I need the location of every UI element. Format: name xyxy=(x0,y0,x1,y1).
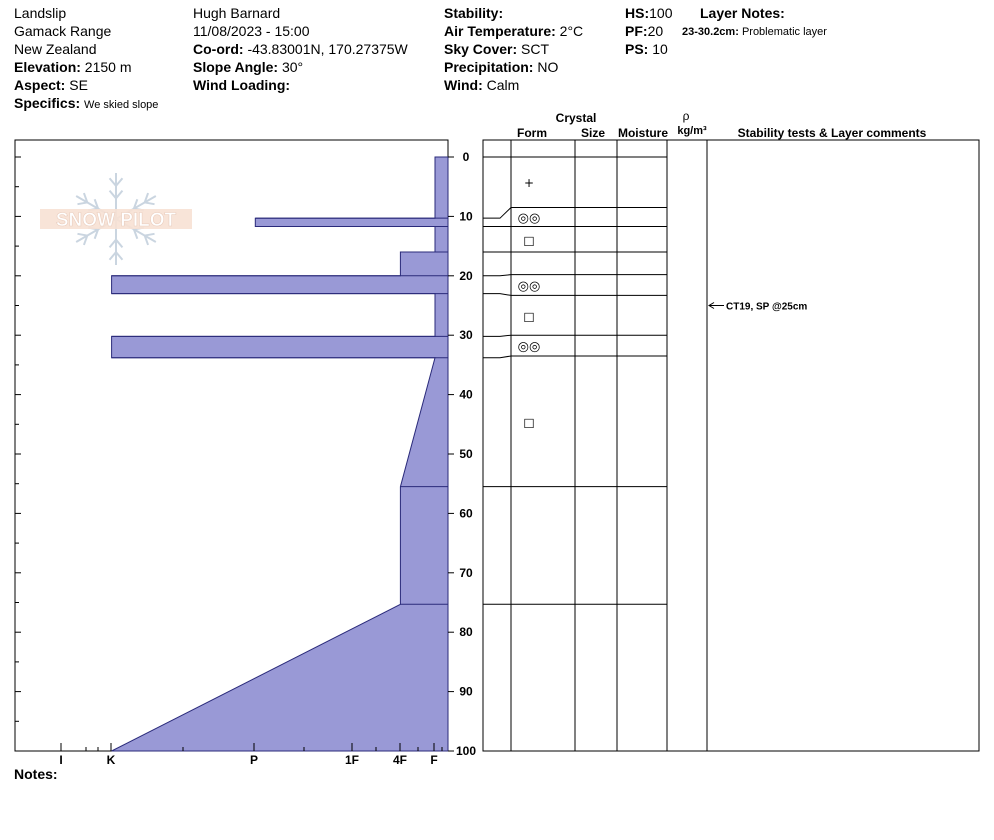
header-elevation: Elevation: 2150 m xyxy=(14,59,132,75)
layer-connector xyxy=(483,335,511,336)
logo-text: SNOW PILOT xyxy=(55,210,177,231)
depth-label: 40 xyxy=(459,387,473,402)
depth-label: 80 xyxy=(459,625,473,640)
stability-tests xyxy=(709,302,807,313)
depth-label: 0 xyxy=(462,150,470,164)
form-header: Form xyxy=(517,126,547,140)
density-unit-header: kg/m³ xyxy=(677,125,707,137)
crystal-header: Crystal xyxy=(555,111,597,125)
hardness-tick-label: 4F xyxy=(392,753,408,767)
layer-connector xyxy=(483,207,511,218)
moisture-header: Moisture xyxy=(617,126,669,140)
layer-form: □ xyxy=(523,309,535,324)
header-ps: PS: 10 xyxy=(625,41,668,57)
layer-form: ◎◎ xyxy=(517,339,541,355)
layer-form: □ xyxy=(523,415,535,430)
header-layer-notes-label: Layer Notes: xyxy=(700,5,785,21)
header-specifics: Specifics: We skied slope xyxy=(14,95,159,111)
layer-form: ◎◎ xyxy=(517,279,541,295)
header-wind: Wind: Calm xyxy=(444,77,520,93)
header-wind-loading: Wind Loading: xyxy=(193,77,291,93)
layer-forms xyxy=(518,176,541,429)
depth-axis-labels xyxy=(456,150,476,758)
layer-connector xyxy=(483,356,511,358)
depth-label: 70 xyxy=(459,565,473,580)
size-header: Size xyxy=(580,126,606,140)
hardness-profile xyxy=(112,157,448,751)
layer-form: □ xyxy=(523,233,535,248)
header-slope: Slope Angle: 30° xyxy=(193,59,304,75)
hardness-polygon xyxy=(112,157,448,751)
layer-form: + xyxy=(523,176,535,191)
stability-test-label: CT19, SP @25cm xyxy=(726,301,808,313)
hardness-tick-label: I xyxy=(59,753,63,767)
depth-label: 100 xyxy=(455,744,477,758)
hardness-tick-label: F xyxy=(430,753,438,767)
depth-label: 30 xyxy=(459,328,473,343)
layer-table-frame xyxy=(483,140,979,751)
header-precip: Precipitation: NO xyxy=(444,59,559,75)
layer-connector xyxy=(483,275,511,276)
header-datetime: 11/08/2023 - 15:00 xyxy=(193,23,310,39)
depth-label: 60 xyxy=(459,506,473,521)
notes-label: Notes: xyxy=(14,766,58,782)
header-hs: HS:100 xyxy=(625,5,673,21)
depth-label: 20 xyxy=(459,268,473,283)
header-layer-note: 23-30.2cm: Problematic layer xyxy=(682,26,827,38)
header-aspect: Aspect: SE xyxy=(14,77,88,93)
header-pf: PF:20 xyxy=(625,23,664,39)
layer-form: ◎◎ xyxy=(517,210,541,226)
header-coord: Co-ord: -43.83001N, 170.27375W xyxy=(193,41,408,57)
depth-label: 10 xyxy=(459,209,473,224)
header-air-temp: Air Temperature: 2°C xyxy=(444,23,584,39)
header-range: Gamack Range xyxy=(14,23,112,39)
depth-label: 50 xyxy=(459,447,473,461)
header-country: New Zealand xyxy=(14,41,97,57)
header-sky: Sky Cover: SCT xyxy=(444,41,550,57)
header-stability: Stability: xyxy=(444,5,504,21)
hardness-tick-label: K xyxy=(106,753,116,767)
rho-header: ρ xyxy=(682,109,690,123)
header-observer: Hugh Barnard xyxy=(193,5,281,21)
hardness-tick-label: P xyxy=(249,753,259,767)
comments-header: Stability tests & Layer comments xyxy=(737,126,927,140)
hardness-tick-label: 1F xyxy=(344,753,360,767)
header-location: Landslip xyxy=(14,5,67,21)
layer-connector xyxy=(483,294,511,296)
snowpilot-logo xyxy=(40,173,192,265)
depth-label: 90 xyxy=(459,684,473,699)
